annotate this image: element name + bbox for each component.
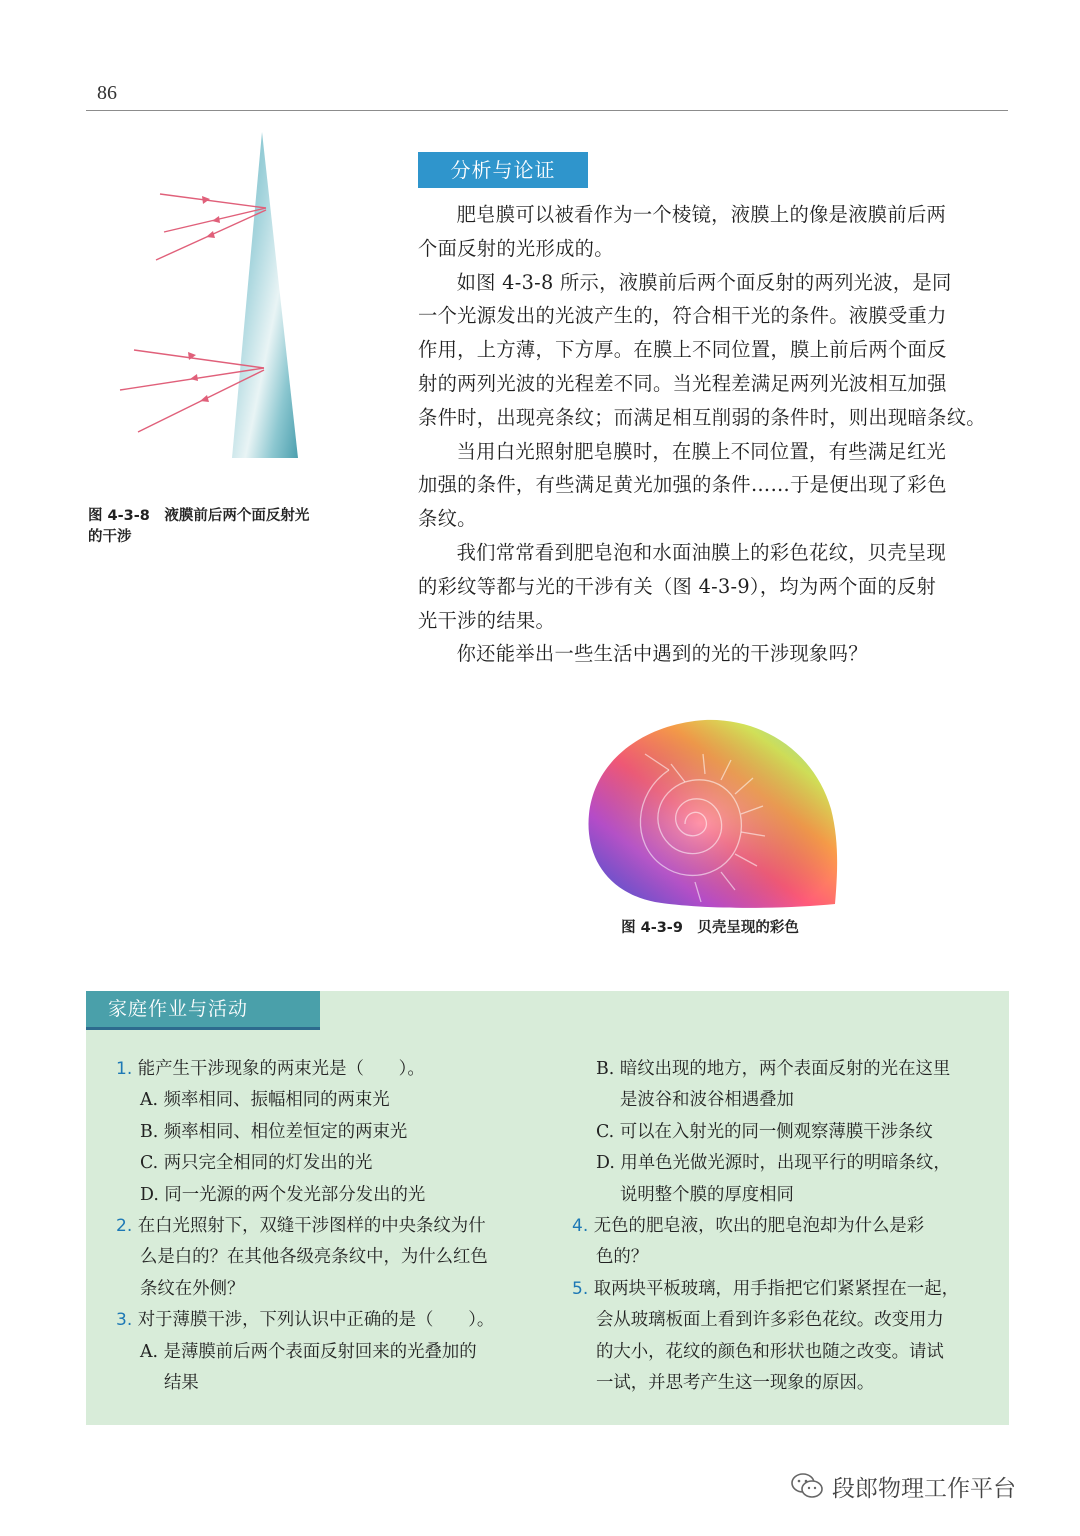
liquid-film-figure: [100, 128, 340, 498]
question-2: 2. 在白光照射下，双缝干涉图样的中央条纹为什: [116, 1216, 486, 1237]
watermark: [790, 1468, 1016, 1504]
homework-title-underline: [86, 1027, 320, 1030]
page-number: 86: [97, 82, 117, 104]
question-line: 会从玻璃板面上看到许多彩色花纹。改变用力: [596, 1310, 944, 1331]
figure-caption-4-3-8: 图 4-3-8 液膜前后两个面反射光 的干涉: [88, 508, 310, 545]
figure-caption-4-3-9: 图 4-3-9 贝壳呈现的彩色: [621, 920, 799, 936]
option-line: B. 暗纹出现的地方，两个表面反射的光在这里: [596, 1059, 951, 1079]
option-line: B. 频率相同、相位差恒定的两束光: [140, 1121, 408, 1142]
homework-title: 家庭作业与活动: [86, 991, 320, 1027]
question-line: 条纹在外侧？: [140, 1278, 245, 1299]
homework-right-column: [572, 1054, 992, 1399]
question-line: 么是白的？在其他各级亮条纹中，为什么红色: [140, 1247, 488, 1268]
option-line: 说明整个膜的厚度相同: [620, 1184, 794, 1205]
liquid-film-wedge: [232, 132, 298, 458]
option-line: D. 同一光源的两个发光部分发出的光: [140, 1184, 426, 1205]
question-5: 5. 取两块平板玻璃，用手指把它们紧紧捏在一起，: [572, 1278, 959, 1299]
option-line: 结果: [164, 1373, 199, 1394]
paragraph: 如图 4-3-8 所示，液膜前后两个面反射的两列光波，是同 一个光源发出的光波产生的，符合相干光的条件。液膜受重力 作用，上方薄，下方厚。在膜上不同位置，膜上前后两个面反 射的两列光波的光程差不同。当光程差满足两列光波相互加强 条件时，出现亮条纹；而满足相互削弱的条件时，则出现暗条纹。: [418, 270, 986, 429]
option-line: 是波谷和波谷相遇叠加: [620, 1090, 794, 1111]
paragraph: 我们常常看到肥皂泡和水面油膜上的彩色花纹，贝壳呈现 的彩纹等都与光的干涉有关（图 4-3-9），均为两个面的反射 光干涉的结果。: [418, 540, 947, 632]
option-line: C. 两只完全相同的灯发出的光: [140, 1153, 373, 1174]
question-3: 3. 对于薄膜干涉，下列认识中正确的是（ ）。: [116, 1310, 495, 1331]
homework-left-column: [116, 1054, 536, 1399]
paragraph: 你还能举出一些生活中遇到的光的干涉现象吗？: [456, 642, 868, 666]
paragraph: 肥皂膜可以被看作为一个棱镜，液膜上的像是液膜前后两 个面反射的光形成的。: [418, 203, 947, 260]
iridescent-shell-figure: [585, 714, 840, 910]
section-tag: 分析与论证: [418, 152, 588, 188]
analysis-body-text: [418, 198, 1010, 671]
question-4: 4. 无色的肥皂液，吹出的肥皂泡却为什么是彩: [572, 1216, 925, 1237]
question-1: 1. 能产生干涉现象的两束光是（ ）。: [116, 1059, 425, 1079]
option-line: A. 是薄膜前后两个表面反射回来的光叠加的: [140, 1341, 477, 1362]
question-line: 一试，并思考产生这一现象的原因。: [596, 1373, 875, 1394]
question-line: 的大小，花纹的颜色和形状也随之改变。请试: [596, 1341, 944, 1362]
option-line: C. 可以在入射光的同一侧观察薄膜干涉条纹: [596, 1121, 933, 1142]
option-line: D. 用单色光做光源时，出现平行的明暗条纹，: [596, 1153, 951, 1174]
question-line: 色的？: [596, 1247, 649, 1268]
paragraph: 当用白光照射肥皂膜时，在膜上不同位置，有些满足红光 加强的条件，有些满足黄光加强的条件……于是便出现了彩色 条纹。: [418, 439, 947, 531]
wechat-icon: [790, 1472, 824, 1500]
option-line: A. 频率相同、振幅相同的两束光: [140, 1090, 390, 1111]
header-rule: [86, 110, 1008, 111]
watermark-text: 段郎物理工作平台: [832, 1475, 1016, 1502]
